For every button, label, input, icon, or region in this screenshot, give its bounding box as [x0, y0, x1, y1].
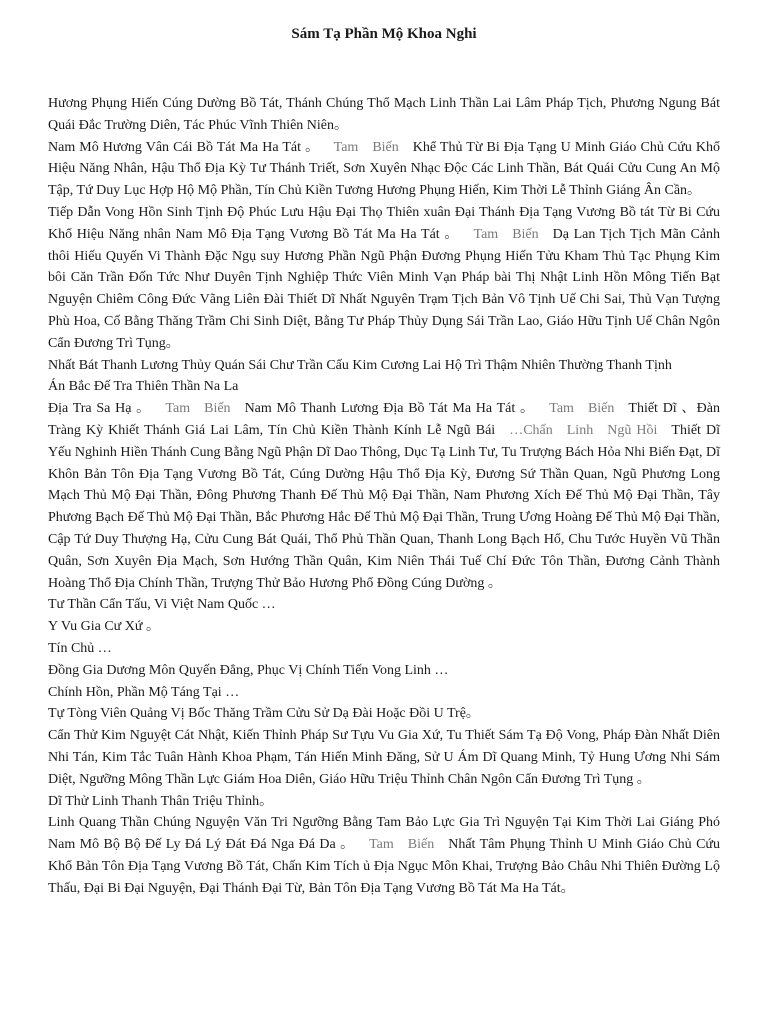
paragraph-15	[48, 812, 720, 899]
paragraph-2	[48, 137, 720, 202]
marker-bien: Biến	[372, 139, 399, 155]
marker-chan: …Chấn	[509, 422, 553, 438]
paragraph-4: Nhất Bát Thanh Lương Thủy Quán Sái Chư Trần Cấu Kim Cương Lai Hộ Trì Thậm Nhiên Thường Thanh Tịnh	[48, 357, 672, 373]
paragraph-2-lead: Nam Mô Hương Vân Cái Bồ Tát Ma Ha Tát 。	[48, 139, 320, 155]
marker-tam: Tam	[333, 139, 359, 155]
paragraph-6-middle: Thiết Dĩ 、Đàn Tràng Kỳ Khiết Thánh Giá Lai Lâm, Tín Chủ Kiền Thành Kính Lễ Ngũ Bái	[48, 401, 720, 438]
document-body	[48, 93, 720, 899]
marker-tam: Tam	[369, 837, 394, 853]
paragraph-3-body: Dạ Lan Tịch Tịch Mãn Cảnh thôi Hiếu Quyến Vi Thành Đặc Ngụ suy Hương Phần Ngũ Phận Đương Phụng Hiến Tửu Kham Thủ Tạc Phụng Kim bôi Căn Trần Đốn Tức Như Duyên Tịnh Nghiệp Thức Viên Minh Vạn Pháp bài Thị Nhật Linh Hồn Mông Tiến Bạt Nguyện Chiêm Công Đức Vãng Liên Đài Thiết Dĩ Nhất Nguyên Trạm Tịch Bản Vô Tịnh Uế Chi Sai, Thủ Vạn Tượng Phù Hoa, Cố Bằng Thăng Trầm Chi Sinh Diệt, Bằng Tư Pháp Thủy Dụng Sái Trần Lao, Giáo Hữu Tịnh Uế Chân Ngôn Cẩn Đương Trì Tụng。	[48, 226, 721, 351]
paragraph-8: Y Vu Gia Cư Xứ 。	[48, 619, 160, 635]
paragraph-7: Tư Thần Cẩn Tấu, Vi Việt Nam Quốc …	[48, 597, 276, 613]
paragraph-3	[48, 202, 720, 355]
marker-tam: Tam	[549, 401, 574, 417]
page-title: Sám Tạ Phần Mộ Khoa Nghi	[291, 26, 477, 42]
paragraph-6	[48, 398, 720, 594]
marker-bien: Biến	[512, 226, 539, 242]
marker-hoi: Hồi	[636, 422, 658, 438]
marker-tam: Tam	[473, 226, 499, 242]
marker-bien: Biến	[587, 401, 615, 417]
paragraph-1: Hương Phụng Hiến Cúng Dường Bồ Tát, Thánh Chúng Thổ Mạch Linh Thần Lai Lâm Pháp Tịch, Phương Ngung Bát Quái Đắc Trường Diên, Tác Phúc Vĩnh Thiên Niên。	[48, 96, 720, 133]
paragraph-3-lead: Tiếp Dẫn Vong Hồn Sinh Tịnh Độ Phúc Lưu Hậu Đại Thọ Thiên xuân Đại Thánh Địa Tạng Vương Bồ tát Từ Bi Cứu Khổ Hiệu Năng nhân Nam Mô Địa Tạng Vương Bồ Tát Ma Ha Tát 。	[48, 204, 720, 242]
paragraph-6-lead: Địa Tra Sa Hạ 。	[48, 401, 152, 417]
paragraph-10: Đồng Gia Dương Môn Quyến Đẳng, Phục Vị Chính Tiến Vong Linh …	[48, 662, 449, 678]
paragraph-15-lead: Linh Quang Thần Chúng Nguyện Văn Tri Ngưỡng Bằng Tam Bảo Lực Gia Trì Nguyện Tại Kim Thời Lai Giáng Phó Nam Mô Bộ Bộ Đế Ly Đá Lý Đát Đá Nga Đá Da 。	[48, 815, 720, 853]
paragraph-2-body: Khể Thủ Từ Bi Địa Tạng U Minh Giáo Chủ Cứu Khổ Hiệu Năng Nhân, Hậu Thổ Địa Kỳ Tư Thánh Triết, Sơn Xuyên Nhạc Độc Các Linh Thần, Bát Quái Cửu Cung An Mộ Tập, Tứ Duy Lục Hợp Hộ Mộ Phần, Tín Chủ Kiền Tương Hương Phụng Hiến, Kim Thời Lễ Thỉnh Giáng Ân Cần。	[48, 139, 721, 199]
marker-bien: Biến	[407, 837, 435, 853]
paragraph-6-body: Thiết Dĩ Yếu Nghinh Hiền Thánh Cung Bằng Ngũ Phận Dĩ Dao Thông, Dục Tạ Linh Tư, Tu Trượng Bách Hỏa Nhi Biến Đạt, Dĩ Khôn Bản Tôn Địa Tạng Vương Bồ Tát, Cúng Dường Hậu Thổ Địa Kỳ, Đương Sứ Thần Quan, Ngũ Phương Long Mạch Thủ Mộ Đại Thần, Đông Phương Thanh Đế Thủ Mộ Đại Thần, Nam Phương Xích Đế Thủ Mộ Đại Thần, Tây Phương Bạch Đế Thủ Mộ Đại Thần, Bắc Phương Hắc Đế Thủ Mộ Đại Thần, Trung Ương Hoàng Đế Thủ Mộ Đại Thần, Cập Tứ Duy Thượng Hạ, Cửu Cung Bát Quái, Thổ Phủ Thần Quan, Thanh Long Bạch Hổ, Chu Tước Huyền Vũ Thần Quân, Sơn Xuyên Địa Mạch, Sơn Hướng Thần Quân, Kim Niên Thái Tuế Chí Đức Tôn Thần, Đương Cảnh Thành Hoàng Thổ Địa Chính Thần, Trượng Thử Bảo Hương Phổ Đồng Cúng Dường 。	[48, 422, 721, 591]
paragraph-6-invocation: Nam Mô Thanh Lương Địa Bồ Tát Ma Ha Tát 。	[244, 401, 536, 417]
paragraph-12: Tự Tòng Viên Quảng Vị Bốc Thăng Trầm Cửu Sử Dạ Đài Hoặc Đồi U Trệ。	[48, 706, 480, 722]
paragraph-13: Cẩn Thử Kim Nguyệt Cát Nhật, Kiến Thỉnh Pháp Sư Tựu Vu Gia Xứ, Tu Thiết Sám Tạ Độ Vong, Pháp Đàn Nhất Diên Nhi Tán, Kim Tắc Tuân Hành Khoa Phạm, Tán Hiến Minh Đăng, Sử U Ám Dĩ Quang Minh, Tỷ Hung Ương Nhi Sám Diệt, Ngưỡng Mông Thần Lực Giám Hoa Diên, Giáo Hữu Triệu Thỉnh Chân Ngôn Cẩn Đương Trì Tụng 。	[48, 728, 720, 787]
paragraph-14: Dĩ Thử Linh Thanh Thân Triệu Thỉnh。	[48, 793, 274, 809]
paragraph-11: Chính Hồn, Phần Mộ Táng Tại …	[48, 684, 240, 700]
marker-ngu: Ngũ	[607, 422, 632, 438]
paragraph-5: Án Bắc Đế Tra Thiên Thần Na La	[48, 379, 239, 395]
marker-bien: Biến	[204, 401, 231, 417]
marker-linh: Linh	[566, 422, 594, 438]
paragraph-15-body: Nhất Tâm Phụng Thỉnh U Minh Giáo Chủ Cứu Khổ Bản Tôn Địa Tạng Vương Bồ Tát, Chấn Kim Tích ủ Địa Ngục Môn Khai, Trượng Bảo Châu Nhi Thiên Đường Lộ Thấu, Đại Bi Đại Nguyện, Đại Thánh Đại Từ, Bản Tôn Địa Tạng Vương Bồ Tát Ma Ha Tát。	[48, 837, 720, 896]
marker-tam: Tam	[165, 401, 191, 417]
paragraph-9: Tín Chủ …	[48, 640, 112, 656]
